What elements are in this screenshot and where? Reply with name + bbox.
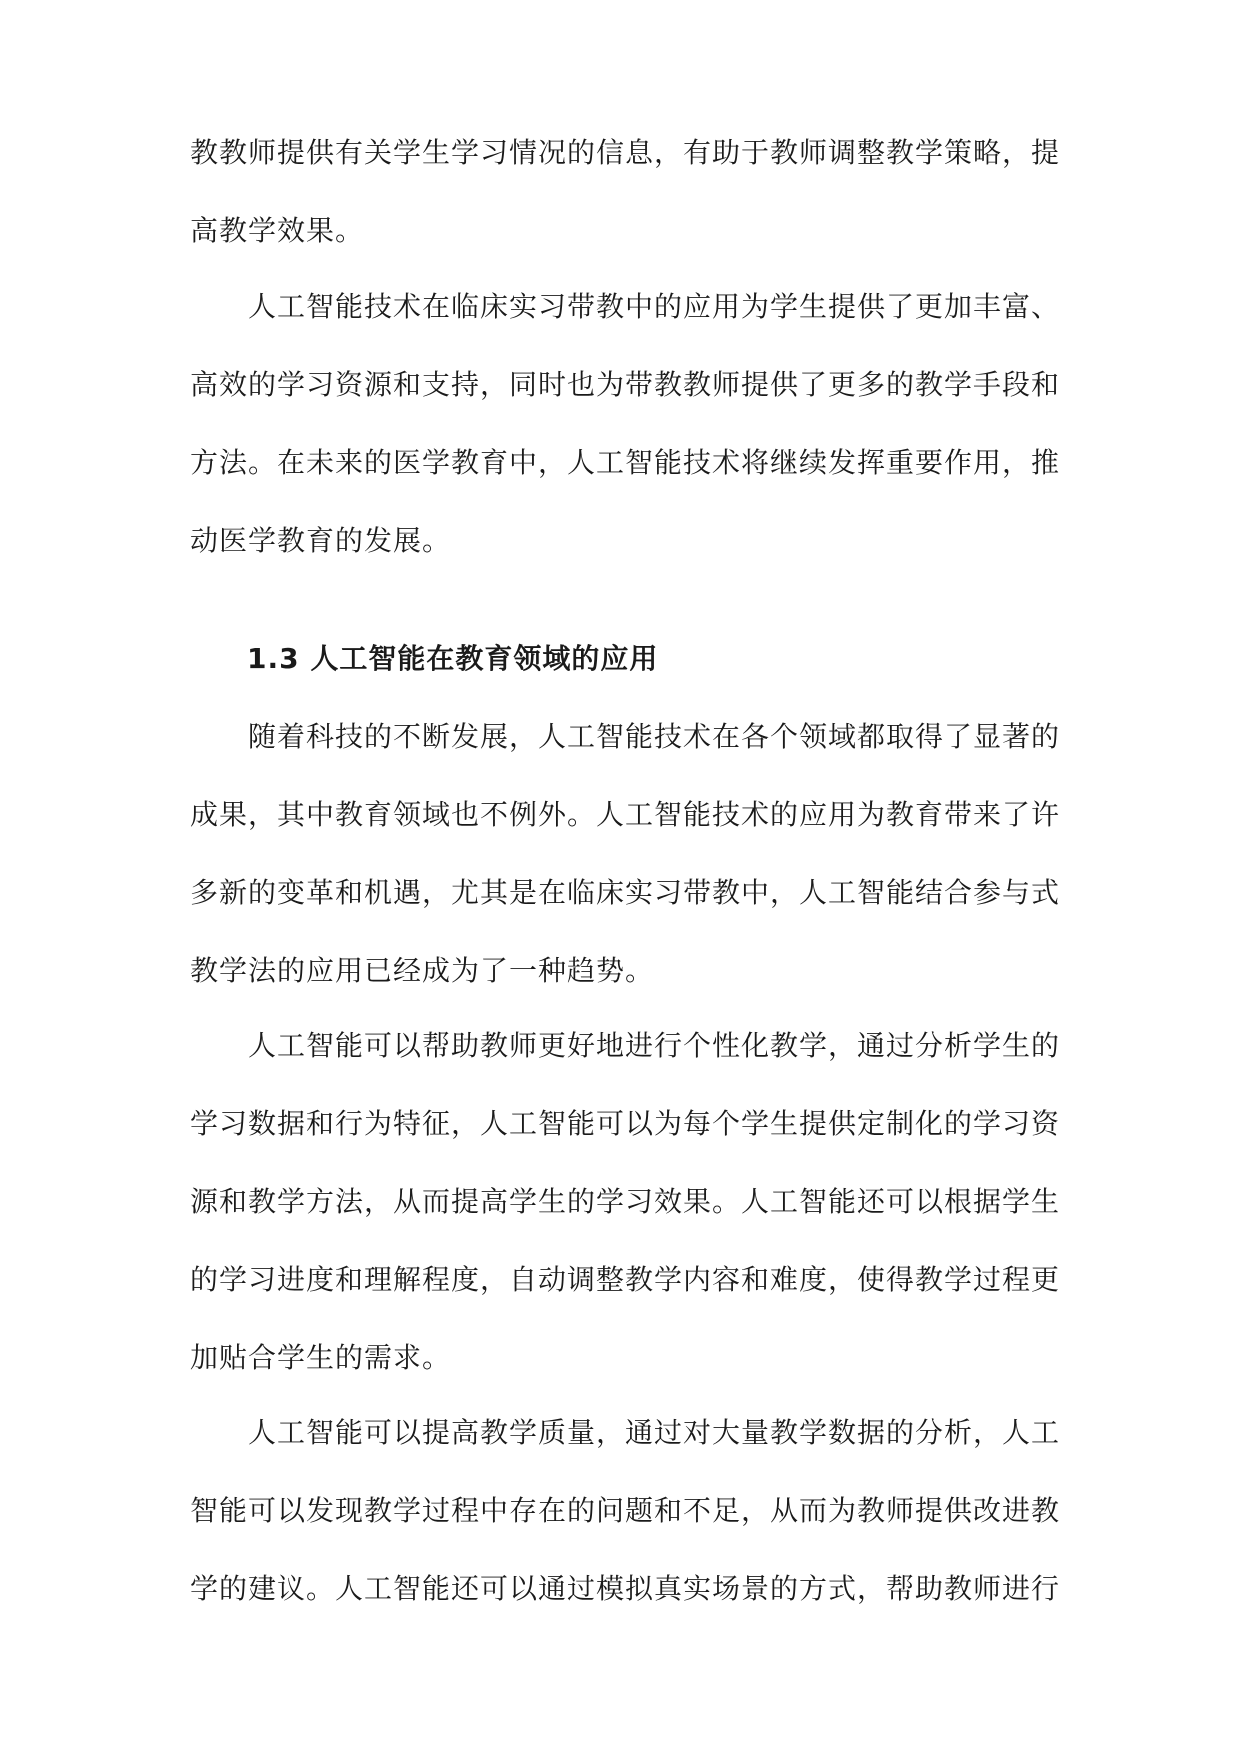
paragraph-line: 教学法的应用已经成为了一种趋势。 (190, 954, 655, 987)
paragraph-line: 学习数据和行为特征，人工智能可以为每个学生提供定制化的学习资 (190, 1107, 1061, 1140)
paragraph-line: 高教学效果。 (190, 214, 365, 247)
paragraph-line: 方法。在未来的医学教育中，人工智能技术将继续发挥重要作用，推 (190, 446, 1061, 479)
paragraph-2 (190, 268, 1061, 580)
paragraph-line: 人工智能可以帮助教师更好地进行个性化教学，通过分析学生的 (248, 1029, 1061, 1062)
paragraph-line: 智能可以发现教学过程中存在的问题和不足，从而为教师提供改进教 (190, 1494, 1061, 1527)
paragraph-line: 教教师提供有关学生学习情况的信息，有助于教师调整教学策略，提 (190, 136, 1061, 169)
paragraph-line: 人工智能技术在临床实习带教中的应用为学生提供了更加丰富、 (248, 290, 1061, 323)
paragraph-line: 加贴合学生的需求。 (190, 1341, 452, 1374)
paragraph-line: 成果，其中教育领域也不例外。人工智能技术的应用为教育带来了许 (190, 798, 1061, 831)
paragraph-line: 高效的学习资源和支持，同时也为带教教师提供了更多的教学手段和 (190, 368, 1061, 401)
paragraph-4 (190, 1007, 1061, 1397)
paragraph-line: 人工智能可以提高教学质量，通过对大量教学数据的分析，人工 (248, 1416, 1061, 1449)
paragraph-line: 的学习进度和理解程度，自动调整教学内容和难度，使得教学过程更 (190, 1263, 1061, 1296)
paragraph-3 (190, 698, 1061, 1010)
section-heading: 1.3 人工智能在教育领域的应用 (247, 642, 659, 675)
paragraph-5 (190, 1394, 1061, 1628)
paragraph-line: 多新的变革和机遇，尤其是在临床实习带教中，人工智能结合参与式 (190, 876, 1061, 909)
paragraph-1 (190, 114, 1061, 270)
paragraph-line: 随着科技的不断发展，人工智能技术在各个领域都取得了显著的 (248, 720, 1061, 753)
paragraph-line: 源和教学方法，从而提高学生的学习效果。人工智能还可以根据学生 (190, 1185, 1061, 1218)
paragraph-line: 动医学教育的发展。 (190, 524, 452, 557)
paragraph-line: 学的建议。人工智能还可以通过模拟真实场景的方式，帮助教师进行 (190, 1572, 1061, 1605)
